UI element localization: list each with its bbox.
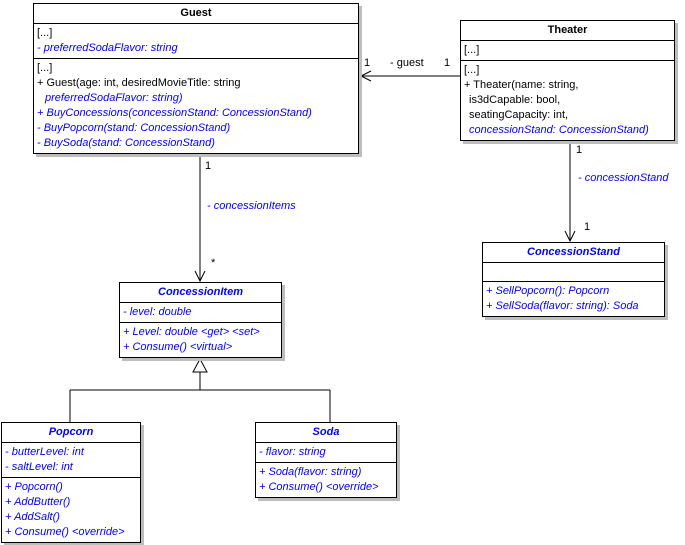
attribute-row[interactable]: [...] <box>464 44 480 56</box>
association-theater-concessionstand[interactable] <box>565 142 575 241</box>
class-concessionitem-methods <box>120 322 281 357</box>
method-row[interactable]: + Level: double <get> <set> <box>123 326 260 338</box>
method-row[interactable]: + Guest(age: int, desiredMovieTitle: string <box>37 77 241 89</box>
association-guest-concessionitems[interactable] <box>195 155 205 281</box>
method-row[interactable]: + Popcorn() <box>5 481 63 493</box>
class-soda[interactable] <box>255 422 397 498</box>
class-concessionitem-attributes <box>120 303 281 322</box>
multiplicity-label[interactable]: 1 <box>576 144 583 156</box>
role-label[interactable]: - concessionStand <box>578 172 669 184</box>
method-row[interactable]: concessionStand: ConcessionStand) <box>469 124 649 136</box>
class-concessionstand-methods <box>483 281 664 316</box>
class-popcorn-methods <box>2 477 140 542</box>
class-popcorn[interactable] <box>1 422 141 543</box>
class-guest-attributes <box>34 24 358 58</box>
class-theater-attributes <box>461 41 674 60</box>
open-arrowhead-icon <box>565 231 575 241</box>
class-popcorn-title: Popcorn <box>2 423 140 443</box>
method-row[interactable]: + Consume() <override> <box>5 526 125 538</box>
class-theater-title: Theater <box>461 21 674 41</box>
class-concessionstand-title: ConcessionStand <box>483 243 664 263</box>
method-row[interactable]: is3dCapable: bool, <box>469 94 561 106</box>
class-guest[interactable] <box>33 3 359 154</box>
open-arrowhead-icon <box>361 71 371 81</box>
method-row[interactable]: + Soda(flavor: string) <box>259 466 362 478</box>
class-theater-methods <box>461 60 674 140</box>
open-arrowhead-icon <box>195 271 205 281</box>
attribute-row[interactable]: - butterLevel: int <box>5 446 84 458</box>
method-row[interactable]: + Theater(name: string, <box>464 79 579 91</box>
method-row[interactable]: preferredSodaFlavor: string) <box>45 92 183 104</box>
class-popcorn-attributes <box>2 443 140 477</box>
attribute-row[interactable]: - flavor: string <box>259 446 326 458</box>
class-guest-methods <box>34 58 358 153</box>
method-row[interactable]: + SellPopcorn(): Popcorn <box>486 285 610 297</box>
method-row[interactable]: + Consume() <override> <box>259 481 379 493</box>
class-guest-title: Guest <box>34 4 358 24</box>
class-concessionitem-title: ConcessionItem <box>120 283 281 303</box>
method-row[interactable]: - BuyPopcorn(stand: ConcessionStand) <box>37 122 231 134</box>
class-concessionitem[interactable] <box>119 282 282 358</box>
class-soda-methods <box>256 462 396 497</box>
multiplicity-label[interactable]: 1 <box>444 57 451 69</box>
multiplicity-label[interactable]: 1 <box>205 160 212 172</box>
role-label[interactable]: - concessionItems <box>207 200 296 212</box>
multiplicity-label[interactable]: 1 <box>364 57 371 69</box>
association-theater-guest[interactable] <box>361 71 460 81</box>
attribute-row[interactable]: - preferredSodaFlavor: string <box>37 42 178 54</box>
multiplicity-label[interactable]: 1 <box>584 221 591 233</box>
attribute-row[interactable]: - saltLevel: int <box>5 461 73 473</box>
method-row[interactable]: [...] <box>37 62 53 74</box>
method-row[interactable]: seatingCapacity: int, <box>469 109 569 121</box>
method-row[interactable]: + BuyConcessions(concessionStand: ConcessionStand) <box>37 107 312 119</box>
method-row[interactable]: + AddSalt() <box>5 511 60 523</box>
attribute-row[interactable]: - level: double <box>123 306 192 318</box>
method-row[interactable]: + AddButter() <box>5 496 71 508</box>
method-row[interactable]: - BuySoda(stand: ConcessionStand) <box>37 137 215 149</box>
method-row[interactable]: + SellSoda(flavor: string): Soda <box>486 300 639 312</box>
method-row[interactable]: [...] <box>464 64 480 76</box>
class-concessionstand-attributes <box>483 263 664 281</box>
role-label[interactable]: - guest <box>390 57 424 69</box>
hollow-triangle-icon <box>193 359 207 372</box>
generalization-concessionitem-children[interactable] <box>70 359 330 422</box>
class-concessionstand[interactable] <box>482 242 665 317</box>
class-soda-attributes <box>256 443 396 462</box>
multiplicity-label[interactable]: * <box>211 257 216 269</box>
class-soda-title: Soda <box>256 423 396 443</box>
attribute-row[interactable]: [...] <box>37 27 53 39</box>
class-theater[interactable] <box>460 20 675 141</box>
method-row[interactable]: + Consume() <virtual> <box>123 341 233 353</box>
